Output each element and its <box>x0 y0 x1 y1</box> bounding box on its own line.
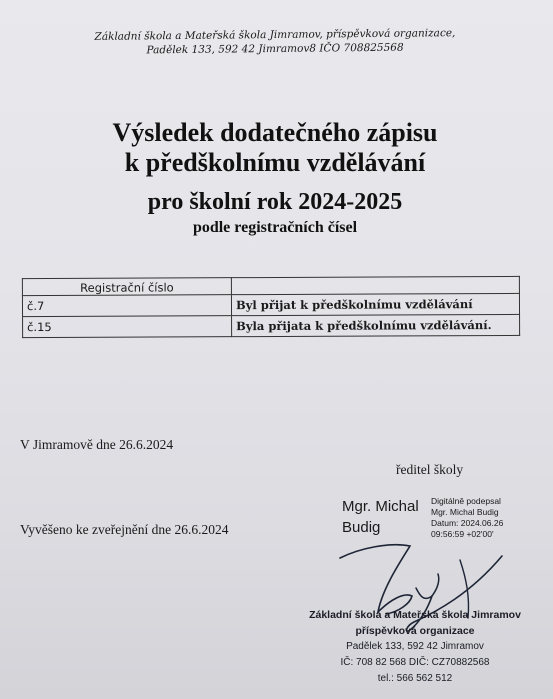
admission-result: Byla přijata k předškolnímu vzdělávání. <box>232 314 520 336</box>
registration-number: č.7 <box>22 295 231 317</box>
subtitle: podle registračních čísel <box>192 219 358 236</box>
digital-signature-line-1: Digitálně podepsal <box>431 496 501 506</box>
digital-signature-line-3: Datum: 2024.06.26 <box>431 518 504 528</box>
table-row <box>23 314 520 337</box>
school-header <box>40 26 510 59</box>
school-stamp <box>295 607 535 687</box>
stamp-organization-type: příspěvková organizace <box>355 625 475 637</box>
table-header-row <box>22 276 519 295</box>
table-row <box>22 293 519 316</box>
signer-name-line-2: Budig <box>342 519 381 536</box>
signer-name-line-1: Mgr. Michal <box>342 498 419 515</box>
digital-signature-line-4: 09:56:59 +02'00' <box>431 529 494 539</box>
place-and-date: V Jimramově dne 26.6.2024 <box>20 437 174 452</box>
stamp-school-name: Základní škola a Mateřská škola Jimramov <box>309 609 521 621</box>
header-line-1: Základní škola a Mateřská škola Jimramov, příspěvková organizace, <box>94 27 456 43</box>
registration-number: č.15 <box>23 316 232 338</box>
stamp-ids: IČ: 708 82 568 DIČ: CZ70882568 <box>340 657 490 668</box>
publication-date: Vyvěšeno ke zveřejnění dne 26.6.2024 <box>20 522 229 537</box>
digital-signature-line-2: Mgr. Michal Budig <box>431 507 499 517</box>
admission-result: Byl přijat k předškolnímu vzdělávání <box>231 293 519 315</box>
school-year-title: pro školní rok 2024-2025 <box>147 189 403 215</box>
stamp-phone: tel.: 566 562 512 <box>377 673 453 684</box>
director-title: ředitel školy <box>396 462 464 477</box>
registration-table <box>22 276 520 338</box>
stamp-address: Padělek 133, 592 42 Jimramov <box>346 641 484 652</box>
document-title-line-2: k předškolnímu vzdělávání <box>124 148 426 177</box>
column-header-empty <box>231 276 519 294</box>
column-header-registration-number: Registrační číslo <box>22 278 231 296</box>
document-title: Výsledek dodatečného zápisu <box>112 118 438 147</box>
header-line-2: Padělek 133, 592 42 Jimramov8 IČO 708825568 <box>146 41 404 57</box>
